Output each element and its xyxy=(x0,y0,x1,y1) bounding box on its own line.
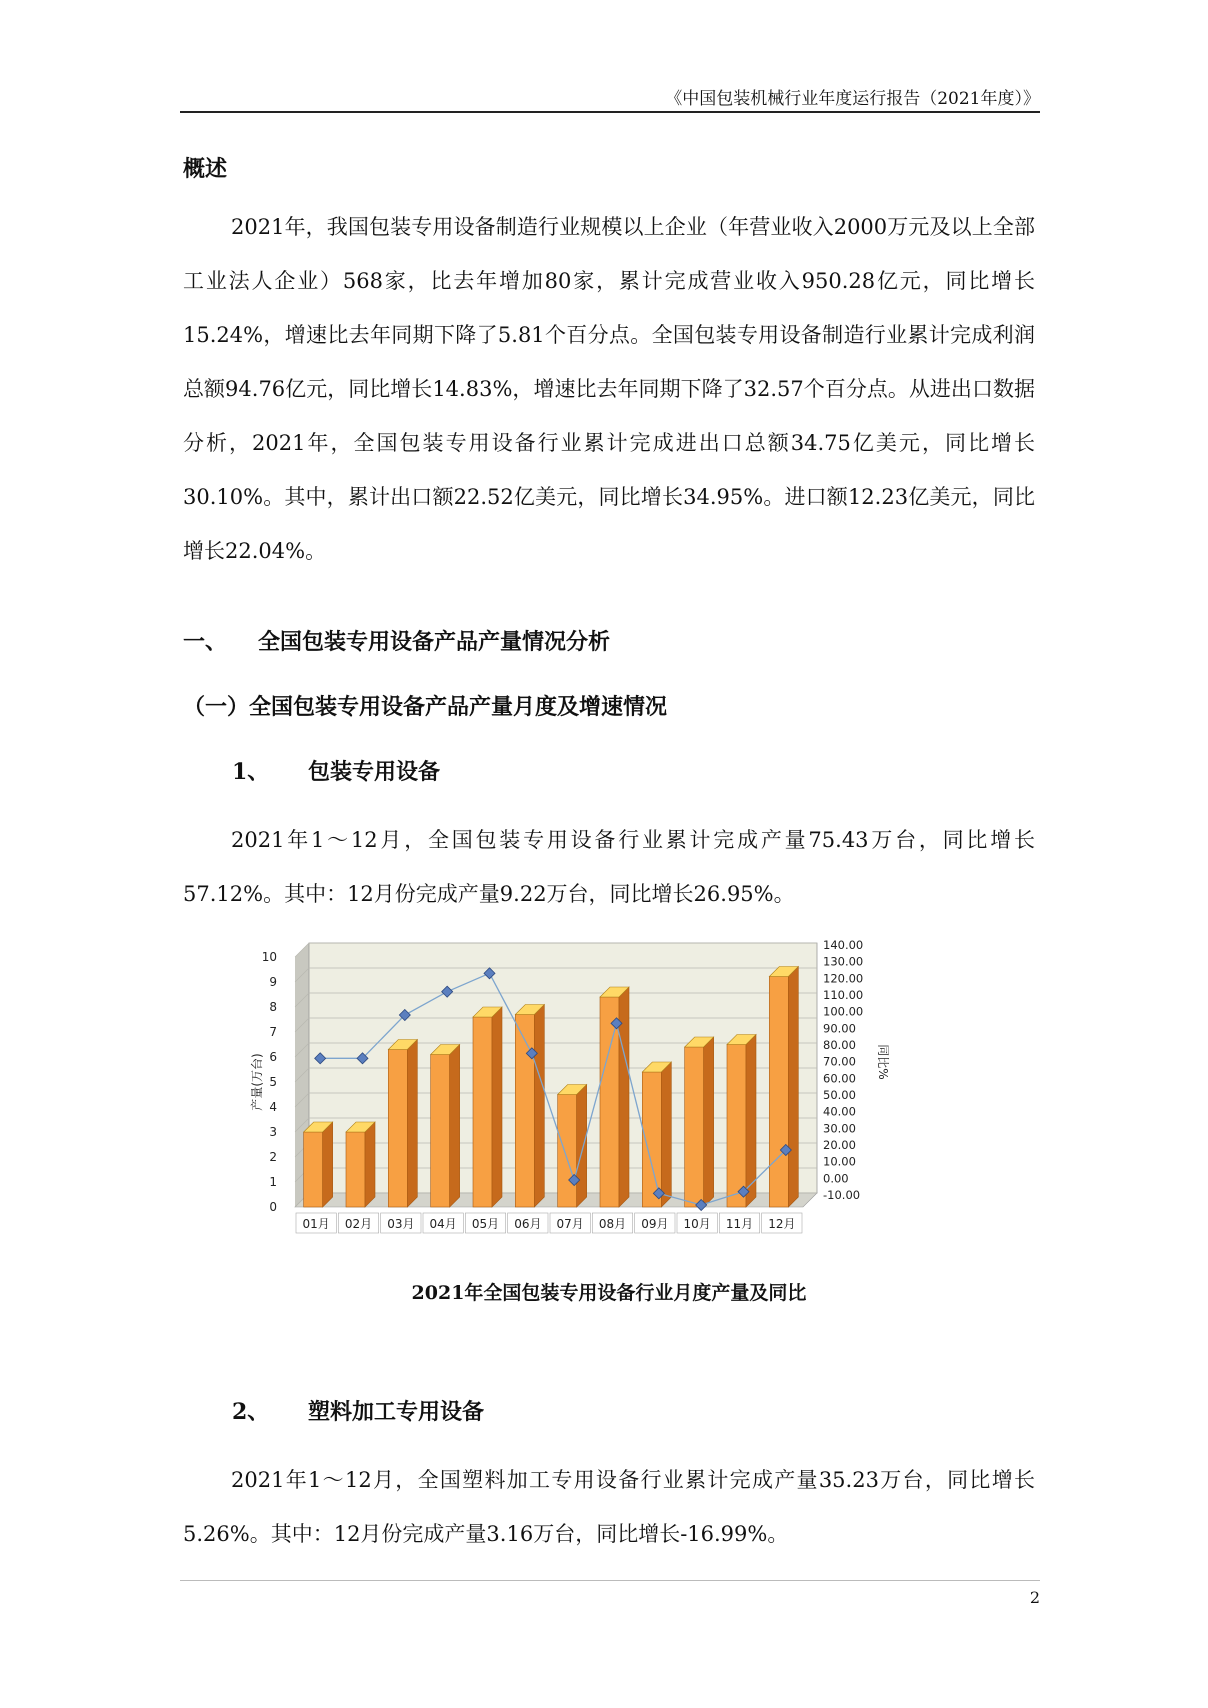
x-tick-label: 03月 xyxy=(387,1217,415,1231)
y-tick-label: 9 xyxy=(269,975,277,989)
bar-side xyxy=(577,1085,587,1208)
y-tick-label: 3 xyxy=(269,1125,277,1139)
item1-title: 包装专用设备 xyxy=(308,759,441,785)
page-number: 2 xyxy=(1029,1588,1040,1607)
x-tick-label: 07月 xyxy=(556,1217,584,1231)
y2-tick-label: 50.00 xyxy=(823,1088,856,1102)
x-tick-label: 12月 xyxy=(768,1217,796,1231)
bar-side xyxy=(788,967,798,1208)
x-tick-label: 04月 xyxy=(429,1217,457,1231)
y-tick-label: 6 xyxy=(269,1050,277,1064)
y-tick-label: 2 xyxy=(269,1150,277,1164)
bar xyxy=(727,1045,746,1208)
y2-tick-label: 120.00 xyxy=(823,971,864,986)
y2-tick-label: 110.00 xyxy=(823,988,864,1002)
y-tick-label: 10 xyxy=(261,950,277,964)
x-tick-label: 02月 xyxy=(344,1217,373,1231)
bar xyxy=(558,1095,577,1208)
y2-tick-label: 140.00 xyxy=(823,938,864,952)
bar-side xyxy=(492,1007,502,1207)
bar xyxy=(769,977,788,1208)
bar-side xyxy=(407,1040,417,1208)
chart-container xyxy=(250,938,965,1285)
y2-tick-label: 0.00 xyxy=(823,1171,849,1186)
y-tick-label: 5 xyxy=(269,1075,277,1089)
footer-divider xyxy=(180,1580,1040,1581)
y2-axis-title: 同比% xyxy=(876,1044,890,1080)
y-axis-title: 产量(万台) xyxy=(250,1053,264,1111)
bar xyxy=(388,1050,407,1208)
bar xyxy=(685,1047,704,1207)
subsection1-title: （一）全国包装专用设备产品产量月度及增速情况 xyxy=(183,694,668,720)
bar xyxy=(346,1132,365,1207)
y-tick-label: 0 xyxy=(269,1200,277,1214)
overview-paragraph: 2021年，我国包装专用设备制造行业规模以上企业（年营业收入2000万元及以上全部工业法人企业）568家，比去年增加80家，累计完成营业收入950.28亿元，同比增长15.24%，增速比去年同期下降了5.81个百分点。全国包装专用设备制造行业累计完成利润总额94.76亿元，同比增长14.83%，增速比去年同期下降了32.57个百分点。从进出口数据分析，2021年，全国包装专用设备行业累计完成进出口总额34.75亿美元，同比增长30.10%。其中，累计出口额22.52亿美元，同比增长34.95%。进口额12.23亿美元，同比增长22.04%。 xyxy=(183,215,1035,563)
chart-caption: 2021年全国包装专用设备行业月度产量及同比 xyxy=(411,1282,807,1304)
bar xyxy=(473,1017,492,1207)
y-tick-label: 1 xyxy=(269,1175,277,1189)
bar-side xyxy=(365,1122,375,1207)
y2-tick-label: 100.00 xyxy=(823,1004,864,1019)
y2-tick-label: 40.00 xyxy=(823,1104,856,1119)
bar-side xyxy=(704,1037,714,1207)
bar-side xyxy=(450,1045,460,1208)
item1-paragraph: 2021年1～12月，全国包装专用设备行业累计完成产量75.43万台，同比增长57.12%。其中：12月份完成产量9.22万台，同比增长26.95%。 xyxy=(183,828,1035,906)
y2-tick-label: 80.00 xyxy=(823,1038,856,1052)
y2-tick-label: -10.00 xyxy=(823,1188,861,1202)
page-header: 《中国包装机械行业年度运行报告（2021年度）》 xyxy=(665,89,1040,109)
production-chart xyxy=(250,938,965,1285)
header-divider xyxy=(180,111,1040,113)
overview-heading: 概述 xyxy=(183,156,228,182)
y-tick-label: 4 xyxy=(269,1100,277,1114)
y2-tick-label: 90.00 xyxy=(823,1021,856,1036)
x-tick-label: 11月 xyxy=(725,1217,754,1231)
y-tick-label: 8 xyxy=(269,1000,277,1014)
item1-number: 1、 xyxy=(232,759,270,785)
bar-side xyxy=(661,1062,671,1207)
y-tick-label: 7 xyxy=(269,1025,277,1039)
y2-tick-label: 130.00 xyxy=(823,954,864,969)
x-tick-label: 06月 xyxy=(514,1217,542,1231)
item2-number: 2、 xyxy=(232,1399,270,1425)
y2-tick-label: 10.00 xyxy=(823,1154,856,1169)
item2-title: 塑料加工专用设备 xyxy=(308,1399,485,1425)
bar xyxy=(515,1015,534,1208)
x-tick-label: 05月 xyxy=(471,1217,500,1231)
x-tick-label: 01月 xyxy=(302,1217,330,1231)
x-tick-label: 09月 xyxy=(641,1217,669,1231)
y2-tick-label: 20.00 xyxy=(823,1138,856,1152)
bar xyxy=(304,1132,323,1207)
y2-tick-label: 60.00 xyxy=(823,1071,856,1086)
section1-number: 一、 xyxy=(183,629,228,655)
x-tick-label: 10月 xyxy=(683,1217,711,1231)
bar-side xyxy=(534,1005,544,1208)
bar-side xyxy=(323,1122,333,1207)
bar-side xyxy=(619,987,629,1207)
y2-tick-label: 30.00 xyxy=(823,1121,856,1136)
section1-title: 全国包装专用设备产品产量情况分析 xyxy=(258,629,611,655)
y2-tick-label: 70.00 xyxy=(823,1054,856,1069)
item2-paragraph: 2021年1～12月，全国塑料加工专用设备行业累计完成产量35.23万台，同比增长5.26%。其中：12月份完成产量3.16万台，同比增长-16.99%。 xyxy=(183,1468,1035,1546)
x-tick-label: 08月 xyxy=(598,1217,627,1231)
bar xyxy=(431,1055,450,1208)
